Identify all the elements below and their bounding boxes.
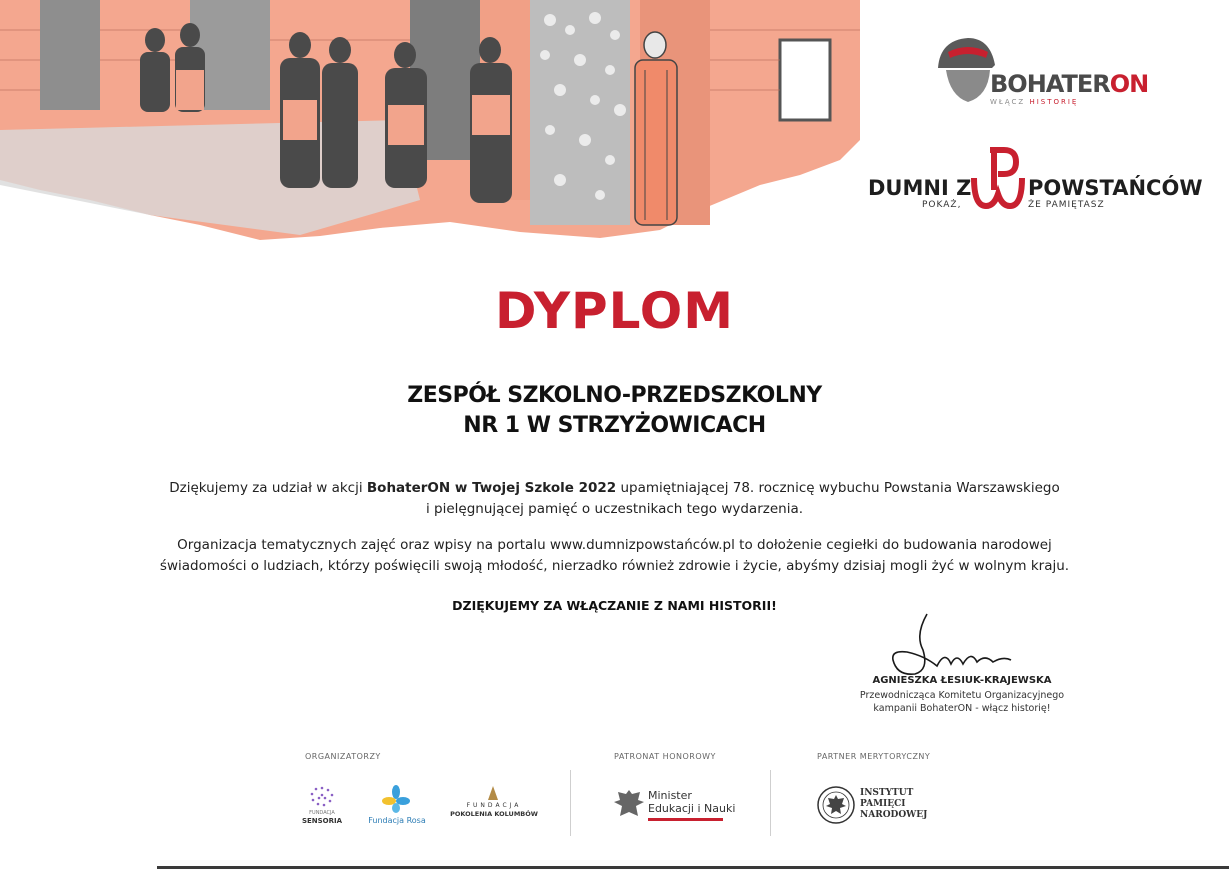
ipn-seal-icon (816, 785, 856, 825)
sensoria-text: SENSORIA (301, 817, 343, 825)
school-name-line2: NR 1 W STRZYŻOWICACH (463, 413, 766, 438)
kotwica-pw-icon (970, 144, 1026, 216)
sensoria-logo-icon (308, 785, 336, 809)
bohateron-tagline: WŁĄCZ HISTORIĘ (990, 98, 1079, 106)
thanks-paragraph: Dziękujemy za udział w akcji BohaterON w Twojej Szkole 2022 upamiętniającej 78. rocznicę wybuchu Powstania Warszawskiego i pielęgnującej pamięć o uczestnikach tego wydarzenia. (169, 480, 1060, 517)
portal-paragraph: Organizacja tematycznych zajęć oraz wpisy na portalu www.dumnizpowstańców.pl to dołożenie cegiełki do budowania narodowej świadomości o ludziach, którzy poświęcili swoją młodość, nierzadko również zdrowie i życie, abyśmy dzisiaj mogli żyć w wolnym kraju. (159, 537, 1070, 574)
signature-image (885, 610, 1020, 685)
sensoria-small: FUNDACJA (309, 810, 335, 816)
kolumbow-top: FUNDACJA (466, 802, 522, 809)
patronage-label: PATRONAT HONOROWY (614, 752, 716, 761)
ipn-text: INSTYTUT PAMIĘCI NARODOWEJ (860, 788, 928, 820)
signatory-name: AGNIESZKA ŁESIUK-KRAJEWSKA (872, 675, 1052, 686)
kolumbow-logo-icon (486, 784, 500, 802)
school-name (0, 381, 1229, 441)
bohateron-logo-text: BOHATERON (990, 70, 1149, 98)
organizers-label: ORGANIZATORZY (305, 752, 381, 761)
polish-eagle-icon (612, 786, 646, 822)
footer-divider (570, 770, 571, 836)
dumni-sub-left: POKAŻ, (922, 200, 962, 210)
minister-flag-bar (648, 818, 723, 821)
diploma-title: DYPLOM (494, 282, 735, 340)
rosa-logo-icon (382, 784, 410, 814)
thanks-heading: DZIĘKUJEMY ZA WŁĄCZANIE Z NAMI HISTORII! (452, 598, 777, 613)
partner-label: PARTNER MERYTORYCZNY (817, 752, 931, 761)
signatory-role: Przewodnicząca Komitetu Organizacyjnego kampanii BohaterON - włącz historię! (859, 690, 1065, 714)
rosa-text: Fundacja Rosa (368, 816, 426, 825)
minister-text: Minister Edukacji i Nauki (648, 789, 736, 815)
header-illustration (0, 0, 870, 245)
kolumbow-text: POKOLENIA KOLUMBÓW (450, 810, 538, 818)
footer-divider (770, 770, 771, 836)
dumni-logo-right: POWSTAŃCÓW (1028, 176, 1203, 200)
dumni-sub-right: ŻE PAMIĘTASZ (1028, 200, 1105, 210)
school-name-line1: ZESPÓŁ SZKOLNO-PRZEDSZKOLNY (407, 383, 822, 408)
dumni-logo-left: DUMNI Z (868, 176, 972, 200)
